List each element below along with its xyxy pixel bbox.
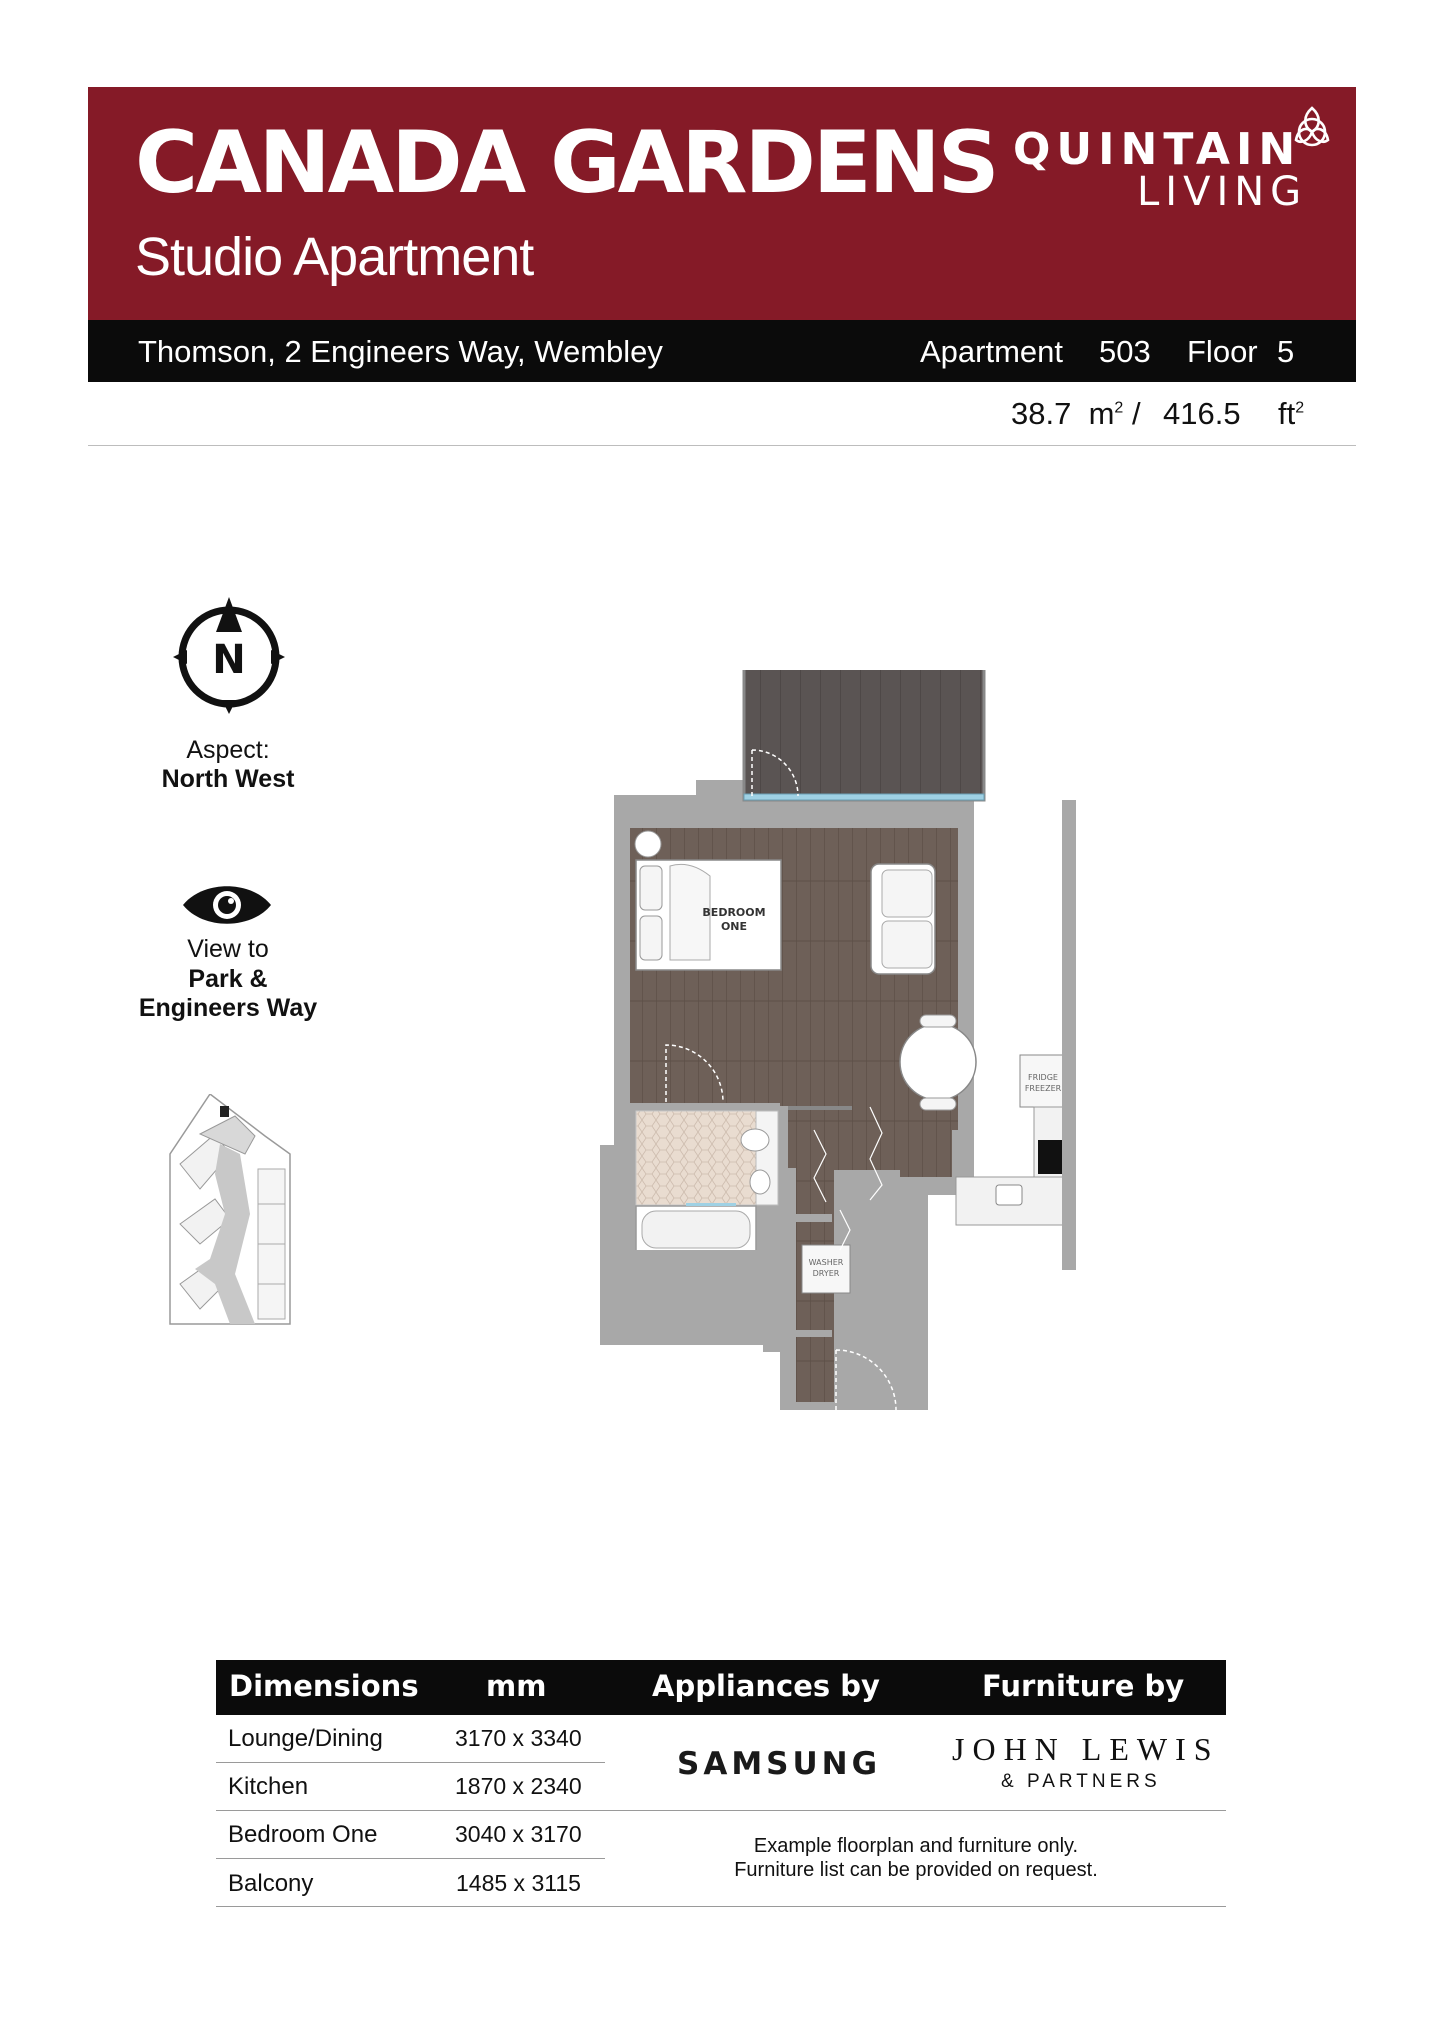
header-mm: mm [486, 1669, 547, 1703]
area-divider [88, 445, 1356, 446]
table-row-room: Bedroom One [228, 1821, 378, 1848]
svg-text:FRIDGE: FRIDGE [1028, 1073, 1058, 1082]
table-row-room: Kitchen [228, 1773, 309, 1800]
north-compass-icon [172, 592, 286, 716]
table-bottom-rule [216, 1906, 1226, 1907]
table-row-size: 1485 x 3115 [456, 1870, 581, 1896]
hob [1038, 1140, 1062, 1174]
address-text: Thomson, 2 Engineers Way, Wembley [138, 334, 663, 369]
view-line2: Engineers Way [138, 994, 318, 1022]
aspect-value: North West [161, 765, 295, 793]
disclaimer-line2: Furniture list can be provided on request. [734, 1859, 1098, 1881]
table-row-size: 1870 x 2340 [455, 1773, 582, 1799]
page-title: CANADA GARDENS [135, 113, 997, 213]
header-dimensions: Dimensions [229, 1669, 419, 1703]
table-row-size: 3040 x 3170 [455, 1821, 582, 1847]
svg-text:N: N [212, 637, 246, 683]
john-lewis-logo: JOHN LEWIS [952, 1731, 1220, 1767]
bathroom [636, 1111, 756, 1205]
page-subtitle: Studio Apartment [135, 227, 534, 287]
svg-text:FREEZER: FREEZER [1024, 1084, 1062, 1093]
eye-icon [181, 880, 273, 930]
row-divider [216, 1810, 1226, 1811]
table-row-room: Lounge/Dining [228, 1725, 383, 1752]
dining-table [900, 1024, 976, 1100]
quintain-trefoil-icon [1288, 104, 1336, 152]
svg-text:BEDROOM: BEDROOM [702, 906, 766, 919]
floor-label: Floor [1187, 334, 1258, 369]
aspect-label: Aspect: [186, 736, 270, 764]
apartment-label: Apartment [920, 334, 1064, 369]
balcony [744, 670, 984, 800]
header-appliances: Appliances by [652, 1669, 880, 1703]
table-row-size: 3170 x 3340 [455, 1725, 582, 1751]
area-sqft-unit: $ft^2$ [1278, 396, 1305, 431]
area-sqft: 416.5 [1163, 396, 1241, 431]
apartment-number: 503 [1099, 334, 1151, 369]
area-sqm: 38.7 $m^2$ / [1011, 396, 1141, 431]
row-divider [216, 1762, 605, 1763]
svg-text:ONE: ONE [720, 920, 748, 933]
brand-logo-line1: QUINTAIN [1013, 124, 1302, 175]
samsung-logo: SAMSUNG [677, 1746, 882, 1782]
disclaimer-line1: Example floorplan and furniture only. [753, 1835, 1079, 1857]
svg-text:DRYER: DRYER [812, 1269, 840, 1278]
row-divider [216, 1858, 605, 1859]
table-row-room: Balcony [228, 1870, 314, 1897]
floor-number: 5 [1277, 334, 1295, 369]
header-furniture: Furniture by [982, 1669, 1185, 1703]
site-key-plan [160, 1094, 298, 1338]
view-label: View to [187, 935, 269, 963]
brand-logo-line2: LIVING [1137, 169, 1308, 215]
floor-plan [600, 670, 1130, 1410]
svg-text:WASHER: WASHER [808, 1258, 844, 1267]
john-lewis-logo-subline: & PARTNERS [1001, 1771, 1161, 1792]
view-line1: Park & [188, 965, 268, 993]
